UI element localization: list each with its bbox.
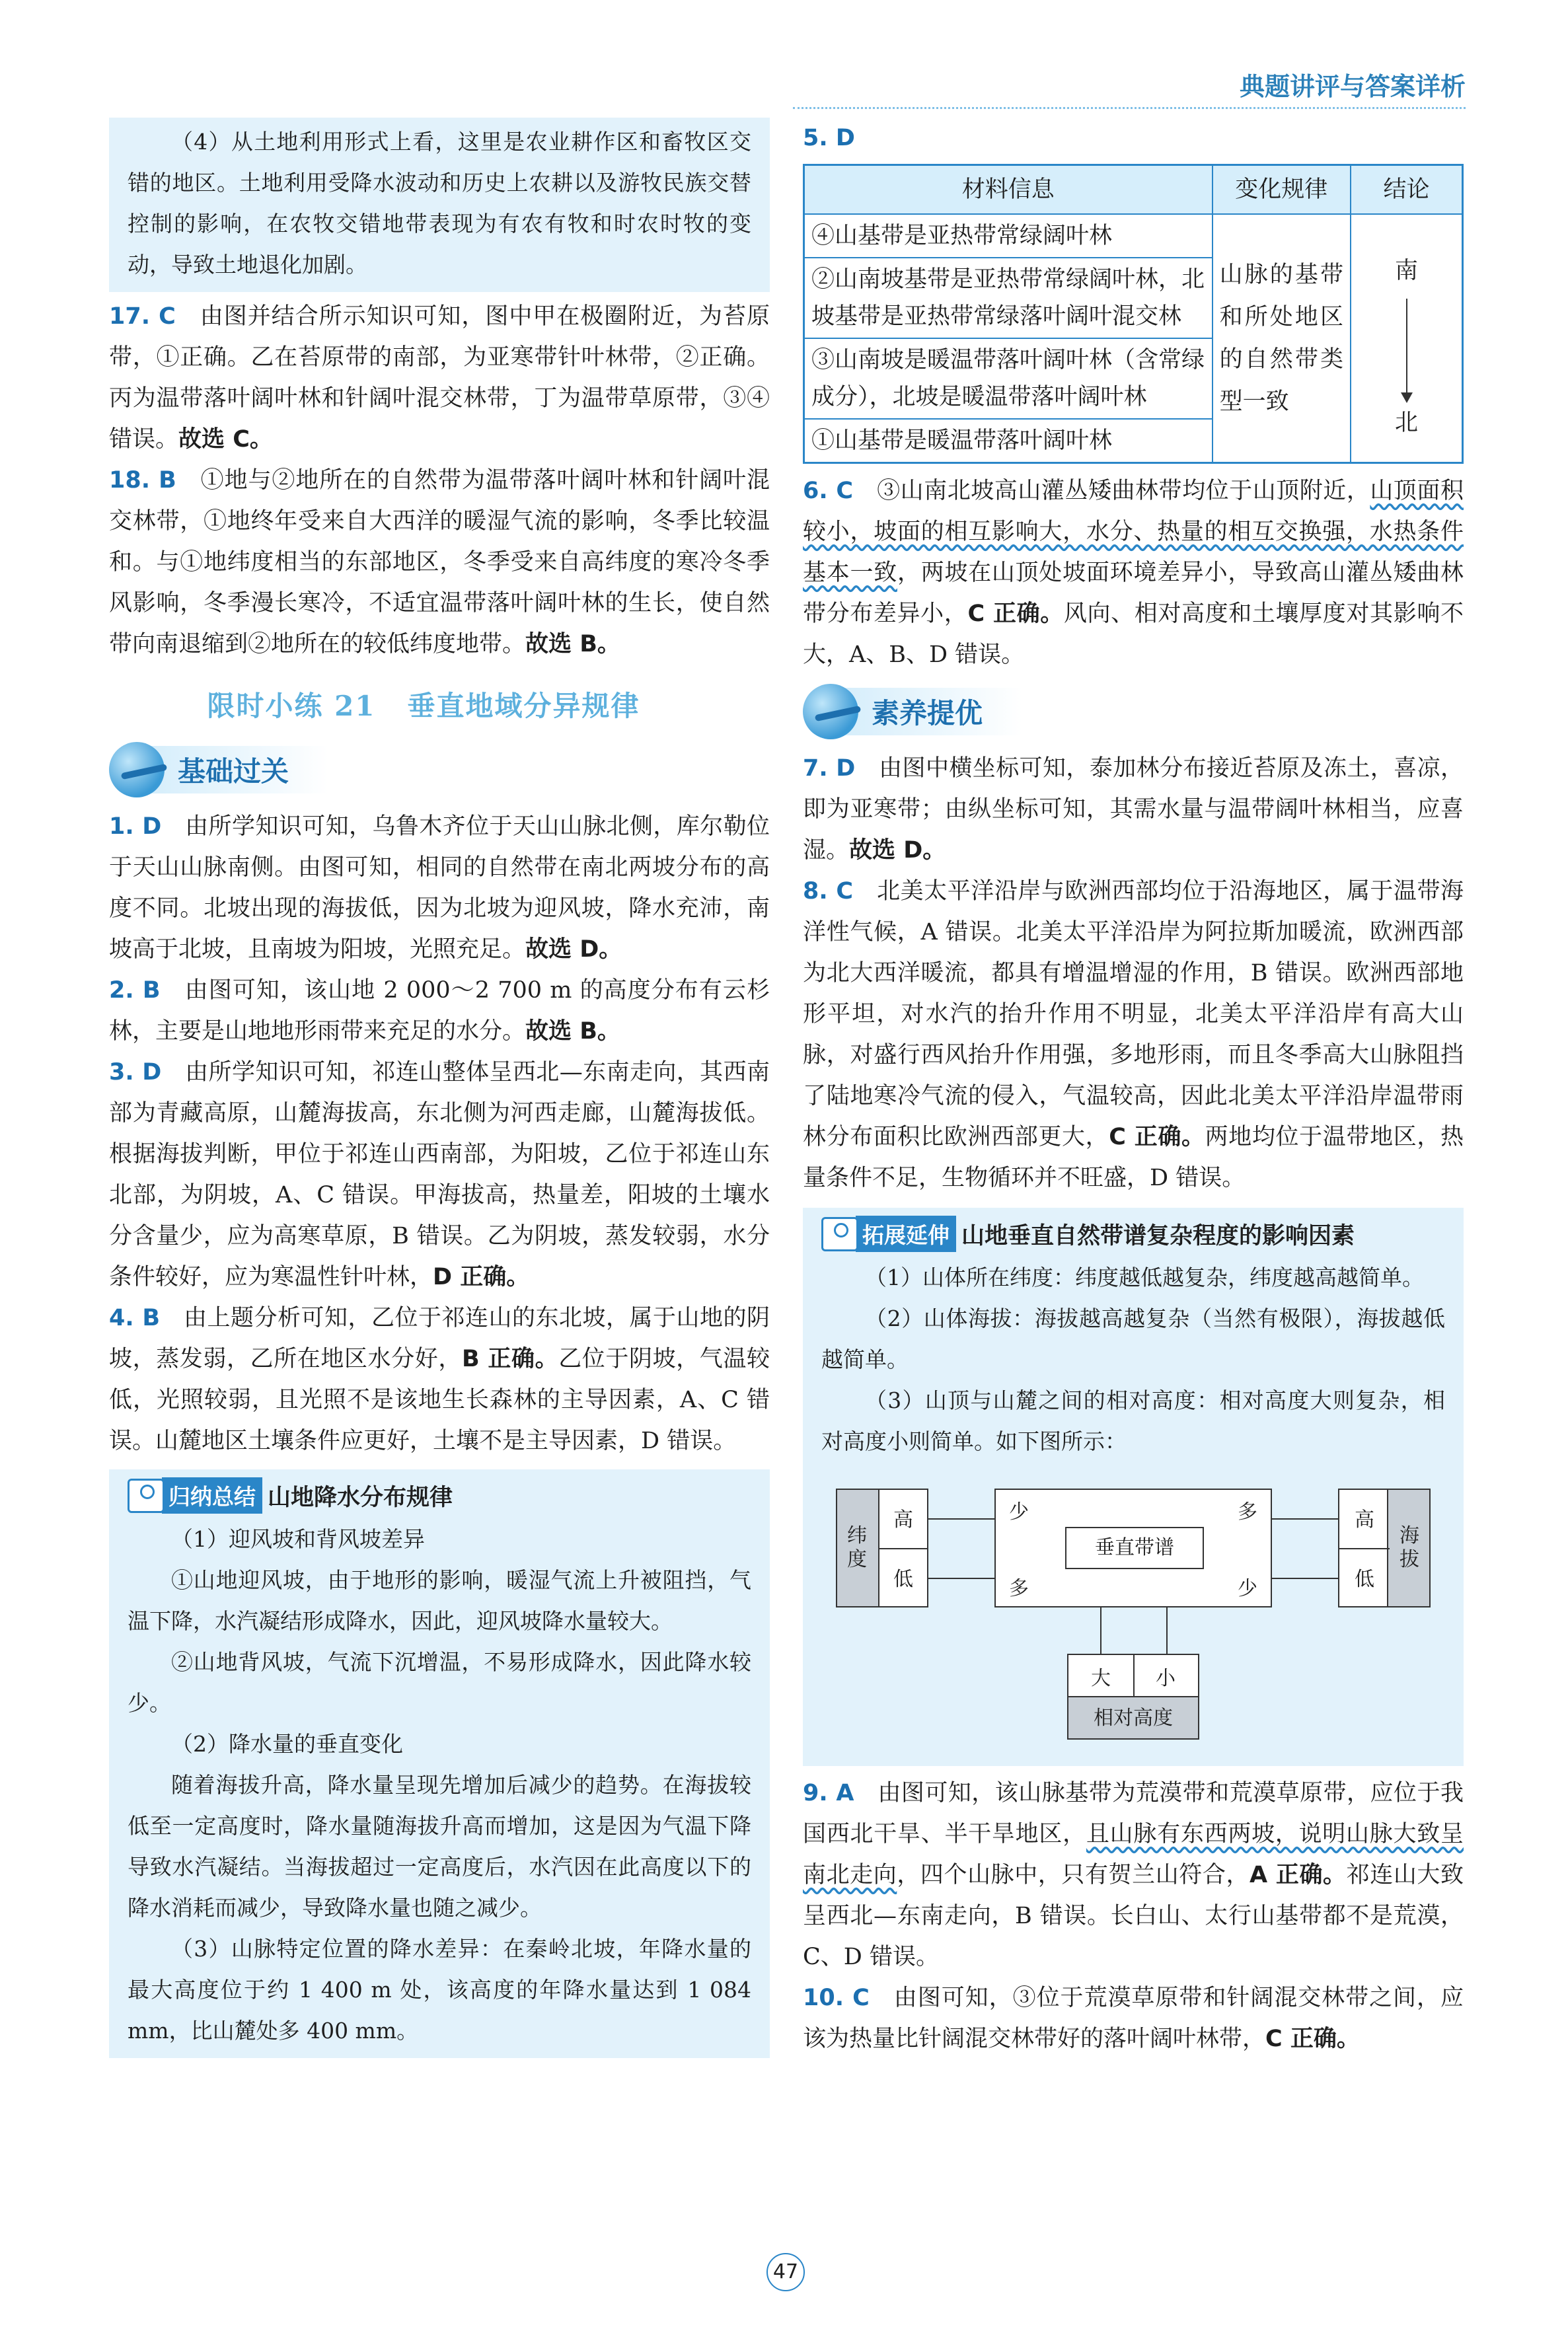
answer-8: 8. C 北美太平洋沿岸与欧洲西部均位于沿海地区，属于温带海洋性气候，A 错误。北美太平洋沿岸为阿拉斯加暖流，欧洲西部为北大西洋暖流，都具有增温增湿的作用，B 错误。欧洲西部地形平坦，对水汽的抬升作用不明显，北美太平洋沿岸有高大山脉，对盛行西风抬升作用强，多地形雨，而且冬季高大山脉阻挡了陆地寒冷气流的侵入，气温较高，因此北美太平洋沿岸温带雨林分布面积比欧洲西部更大，C 正确。两地均位于温带地区，热量条件不足，生物循环并不旺盛，D 错误。 (803, 878, 1464, 1191)
page-header-title: 典题讲评与答案详析 (1239, 72, 1466, 101)
summary-line: ①山地迎风坡，由于地形的影响，暖湿气流上升被阻挡，气温下降，水汽凝结形成降水，因此，迎风坡降水量较大。 (128, 1567, 751, 1634)
arrow-left-high (928, 1518, 994, 1520)
book-pin-icon (821, 1217, 858, 1251)
big-label: 大 (1091, 1667, 1111, 1690)
answer-4: 4. B 由上题分析可知，乙位于祁连山的东北坡，属于山地的阴坡，蒸发弱，乙所在地区水分好，B 正确。乙位于阴坡，气温较低，光照较弱，且光照不是该地生长森林的主导因素，A、C 错误。山麓地区土壤条件应更好，土壤不是主导因素，D 错误。 (109, 1305, 770, 1454)
page-number: 47 (766, 2253, 805, 2291)
arrow-head-icon (1401, 392, 1413, 403)
answer-9: 9. A 由图可知，该山脉基带为荒漠带和荒漠草原带，应位于我国西北干旱、半干旱地区，且山脉有东西两坡，说明山脉大致呈南北走向，四个山脉中，只有贺兰山符合，A 正确。祁连山大致呈西北—东南走向，B 错误。长白山、太行山基带都不是荒漠，C、D 错误。 (803, 1780, 1464, 1970)
table-header: 结论 (1351, 165, 1463, 215)
altitude-box (1338, 1489, 1431, 1607)
low-label: 低 (893, 1568, 913, 1591)
small-label: 小 (1156, 1667, 1176, 1690)
summary-line: 随着海拔升高，降水量呈现先增加后减少的趋势。在海拔较低至一定高度时，降水量随海拔升高而增加，这是因为气温下降导致水汽凝结。当海拔超过一定高度后，水汽因在此高度以下的降水消耗而减少，导致降水量也随之减少。 (128, 1772, 751, 1921)
direction-arrow (1406, 299, 1407, 398)
summary-line: （3）山脉特定位置的降水差异：在秦岭北坡，年降水量的最大高度位于约 1 400 m 处，该高度的年降水量达到 1 084 mm，比山麓处多 400 mm。 (128, 1936, 751, 2044)
north-label: 北 (1394, 410, 1418, 436)
answer-18: 18. B ①地与②地所在的自然带为温带落叶阔叶林和针阔叶混交林带，①地终年受来自大西洋的暖湿气流的影响，冬季比较温和。与①地纬度相当的东部地区，冬季受来自高纬度的寒冷冬季风影响，冬季漫长寒冷，不适宜温带落叶阔叶林的生长，使自然带向南退缩到②地所在的较低纬度地带。故选 B。 (109, 467, 770, 657)
section-title: 限时小练 21 垂直地域分异规律 (207, 690, 640, 722)
extend-line: （1）山体所在纬度：纬度越低越复杂，纬度越高越简单。 (865, 1265, 1424, 1290)
center-box (994, 1489, 1272, 1607)
high-label: 高 (893, 1508, 913, 1532)
relative-height-label: 相对高度 (1094, 1707, 1173, 1730)
intro-box (109, 118, 770, 292)
few-label: 少 (1009, 1500, 1029, 1524)
material-table (803, 164, 1464, 464)
factor-diagram (836, 1475, 1431, 1746)
table-header: 变化规律 (1213, 165, 1351, 215)
table-cell: ③山南坡是暖温带落叶阔叶林（含常绿成分），北坡是暖温带落叶阔叶林 (804, 338, 1213, 419)
few-label: 少 (1238, 1577, 1257, 1600)
summary-head: 归纳总结 山地降水分布规律 (128, 1477, 751, 1514)
table-cell: ④山基带是亚热带常绿阔叶林 (804, 214, 1213, 258)
table-cell: ①山基带是暖温带落叶阔叶林 (804, 419, 1213, 463)
left-column (109, 118, 770, 2058)
answer-6: 6. C ③山南北坡高山灌丛矮曲林带均位于山顶附近，山顶面积较小，坡面的相互影响大，水分、热量的相互交换强，水热条件基本一致，两坡在山顶处坡面环境差异小，导致高山灌丛矮曲林带分布差异小，C 正确。风向、相对高度和土壤厚度对其影响不大，A、B、D 错误。 (803, 478, 1464, 668)
arrow-small (1166, 1607, 1168, 1654)
summary-line: ②山地背风坡，气流下沉增温，不易形成降水，因此降水较少。 (128, 1649, 751, 1716)
low-label: 低 (1355, 1568, 1374, 1591)
south-label: 南 (1394, 258, 1418, 284)
arrow-right-low (1272, 1578, 1338, 1579)
answer-5: 5. D (803, 125, 855, 151)
intro-text: （4）从土地利用形式上看，这里是农业耕作区和畜牧区交错的地区。土地利用受降水波动和历史上农耕以及游牧民族交替控制的影响，在农牧交错地带表现为有农有牧和时农时牧的变动，导致土地退化加剧。 (128, 129, 751, 277)
summary-line: （1）迎风坡和背风坡差异 (171, 1526, 425, 1552)
latitude-label: 纬度 (847, 1524, 867, 1571)
arrow-left-low (928, 1578, 994, 1579)
answer-2: 2. B 由图可知，该山地 2 000～2 700 m 的高度分布有云杉林，主要是山地地形雨带来充足的水分。故选 B。 (109, 977, 770, 1045)
answer-10: 10. C 由图可知，③位于荒漠草原带和针阔混交林带之间，应该为热量比针阔混交林带好的落叶阔叶林带，C 正确。 (803, 1985, 1464, 2052)
graduation-globe-icon (803, 684, 858, 739)
vertical-spectrum-box: 垂直带谱 (1065, 1527, 1204, 1569)
table-cell: ②山南坡基带是亚热带常绿阔叶林，北坡基带是亚热带常绿落叶阔叶混交林 (804, 258, 1213, 338)
high-label: 高 (1355, 1508, 1374, 1532)
basic-badge: 基础过关 (109, 740, 770, 799)
answer-3: 3. D 由所学知识可知，祁连山整体呈西北—东南走向，其西南部为青藏高原，山麓海拔高，东北侧为河西走廊，山麓海拔低。根据海拔判断，甲位于祁连山西南部，为阳坡，乙位于祁连山东北部，为阴坡，A、C 错误。甲海拔高，热量差，阳坡的土壤水分含量少，应为高寒草原，B 错误。乙为阴坡，蒸发较弱，水分条件较好，应为寒温性针叶林，D 正确。 (109, 1059, 770, 1290)
table-rule-cell: 山脉的基带和所处地区的自然带类型一致 (1213, 214, 1351, 463)
right-column (803, 118, 1464, 2059)
relative-height-box (1067, 1654, 1199, 1740)
summary-line: （2）降水量的垂直变化 (171, 1731, 403, 1757)
many-label: 多 (1009, 1577, 1029, 1600)
extend-box (803, 1208, 1464, 1766)
book-pin-icon (128, 1479, 165, 1513)
many-label: 多 (1238, 1500, 1257, 1524)
arrow-big (1100, 1607, 1101, 1654)
globe-icon (109, 742, 165, 797)
latitude-box (836, 1489, 928, 1607)
header-divider (793, 107, 1466, 109)
summary-box (109, 1469, 770, 2058)
table-header: 材料信息 (804, 165, 1213, 215)
answer-1: 1. D 由所学知识可知，乌鲁木齐位于天山山脉北侧，库尔勒位于天山山脉南侧。由图可知，相同的自然带在南北两坡分布的高度不同。北坡出现的海拔低，因为北坡为迎风坡，降水充沛，南坡高于北坡，且南坡为阳坡，光照充足。故选 D。 (109, 813, 770, 963)
arrow-right-high (1272, 1518, 1338, 1520)
extend-line: （3）山顶与山麓之间的相对高度：相对高度大则复杂，相对高度小则简单。如下图所示： (821, 1387, 1445, 1454)
extend-line: （2）山体海拔：海拔越高越复杂（当然有极限），海拔越低越简单。 (821, 1306, 1445, 1372)
table-conclusion-cell (1351, 214, 1463, 463)
answer-7: 7. D 由图中横坐标可知，泰加林分布接近苔原及冻土，喜凉，即为亚寒带；由纵坐标可知，其需水量与温带阔叶林相当，应喜湿。故选 D。 (803, 755, 1464, 864)
extend-head: 拓展延伸 山地垂直自然带谱复杂程度的影响因素 (821, 1216, 1445, 1252)
altitude-label: 海拔 (1400, 1524, 1419, 1571)
answer-17: 17. C 由图并结合所示知识可知，图中甲在极圈附近，为苔原带，①正确。乙在苔原带的南部，为亚寒带针叶林带，②正确。丙为温带落叶阔叶林和针阔叶混交林带，丁为温带草原带，③④错误。故选 C。 (109, 303, 770, 453)
advanced-badge: 素养提优 (803, 682, 1464, 741)
